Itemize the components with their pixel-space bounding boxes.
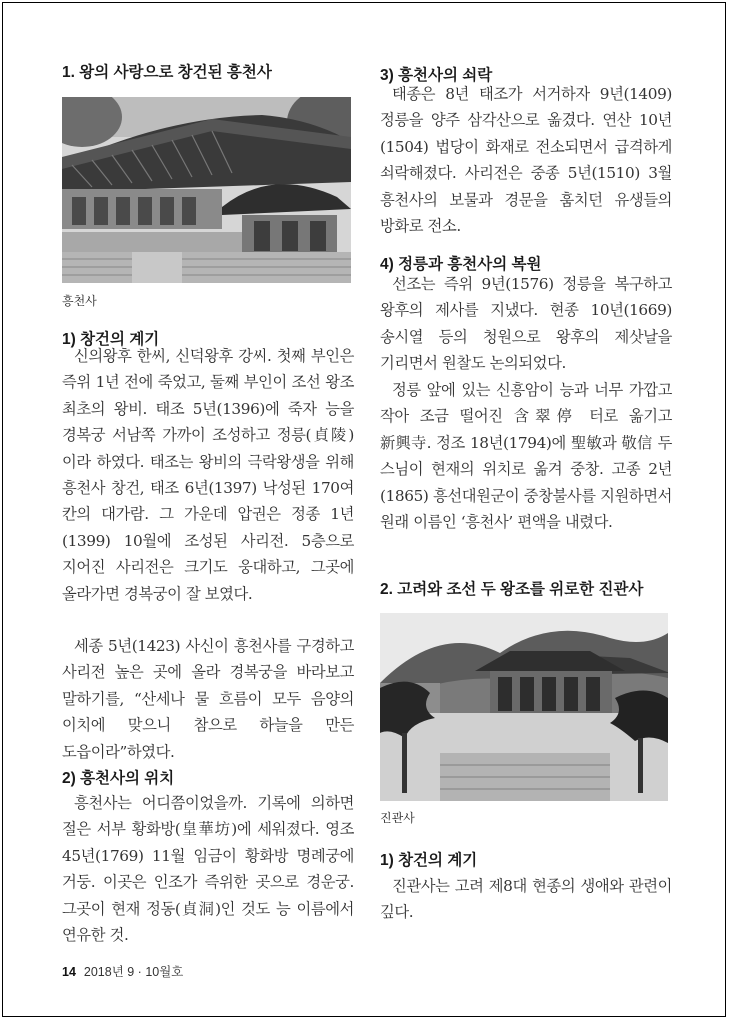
- paragraph-restoration-1: 선조는 즉위 9년(1576) 정릉을 복구하고 왕후의 제사를 지냈다. 현종 10년(1669) 송시열 등의 청원으로 왕후의 제삿날을 기리면서 원찰도 논의되었다.: [380, 275, 672, 373]
- paragraph-location: 흥천사는 어디쯤이었을까. 기록에 의하면 절은 서부 황화방(皇華坊)에 세워졌다. 영조 45년(1769) 11월 임금이 황화방 명례궁에 거둥. 이곳은 인조가 즉위한 곳으로 경운궁. 그곳이 현재 정동(貞洞)인 것도 능 이름에서 연유한 것.: [62, 794, 354, 945]
- paragraph-decline: 태종은 8년 태조가 서거하자 9년(1409) 정릉을 양주 삼각산으로 옮겼다. 연산 10년(1504) 법당이 화재로 전소되면서 급격하게 쇠락해졌다. 사리전은 중종 5년(1510) 3월 흥천사의 보물과 경문을 훔치던 유생들의 방화로 전소.: [380, 85, 672, 236]
- jingwansa-photo: [380, 613, 668, 801]
- paragraph-jingwansa-founding: 진관사는 고려 제8대 현종의 생애와 관련이 깊다.: [380, 877, 672, 922]
- paragraph-founding-1: 신의왕후 한씨, 신덕왕후 강씨. 첫째 부인은 즉위 1년 전에 죽었고, 둘째 부인이 조선 왕조 최초의 왕비. 태조 5년(1396)에 죽자 능을 경복궁 서남쪽 가까이 조성하고 정릉(貞陵)이라 하였다. 태조는 왕비의 극락왕생을 위해 흥천사 창건, 태조 6년(1397) 낙성된 170여 칸의 대가람. 그 가운데 압권은 정종 1년(1399) 10월에 조성된 사리전. 5층으로 지어진 사리전은 크기도 웅대하고, 그곳에 올라가면 경복궁이 잘 보였다.: [62, 347, 354, 603]
- section-title-heungcheonsa: 1. 왕의 사랑으로 창건된 흥천사: [62, 64, 272, 81]
- page-footer: [62, 962, 183, 980]
- photo-caption-heungcheonsa: 흥천사: [62, 294, 97, 308]
- paragraph-restoration-2: 정릉 앞에 있는 신흥암이 능과 너무 가깝고 작아 조금 떨어진 含翠停 터로 옮기고 新興寺. 정조 18년(1794)에 聖敏과 敬信 두 스님이 현재의 위치로 옮겨 중창. 고종 2년(1865) 흥선대원군이 중창불사를 지원하면서 원래 이름인 ‘흥천사’ 편액을 내렸다.: [380, 381, 672, 532]
- subsection-title-jingwansa-founding: 1) 창건의 계기: [380, 852, 478, 869]
- heungcheonsa-photo: [62, 97, 351, 283]
- subsection-title-restoration: 4) 정릉과 흥천사의 복원: [380, 256, 542, 273]
- subsection-title-location: 2) 흥천사의 위치: [62, 770, 175, 787]
- photo-caption-jingwansa: 진관사: [380, 811, 415, 825]
- subsection-title-decline: 3) 흥천사의 쇠락: [380, 67, 493, 84]
- subsection-title-founding: 1) 창건의 계기: [62, 331, 160, 348]
- section-title-jingwansa: 2. 고려와 조선 두 왕조를 위로한 진관사: [380, 581, 644, 598]
- issue-label: 2018년 9 · 10월호: [83, 965, 184, 979]
- page-number: 14: [62, 965, 76, 979]
- paragraph-founding-2: 세종 5년(1423) 사신이 흥천사를 구경하고 사리전 높은 곳에 올라 경복궁을 바라보고 말하기를, “산세나 물 흐름이 모두 음양의 이치에 맞으니 참으로 하늘을 만든 도읍이라”하였다.: [62, 637, 354, 761]
